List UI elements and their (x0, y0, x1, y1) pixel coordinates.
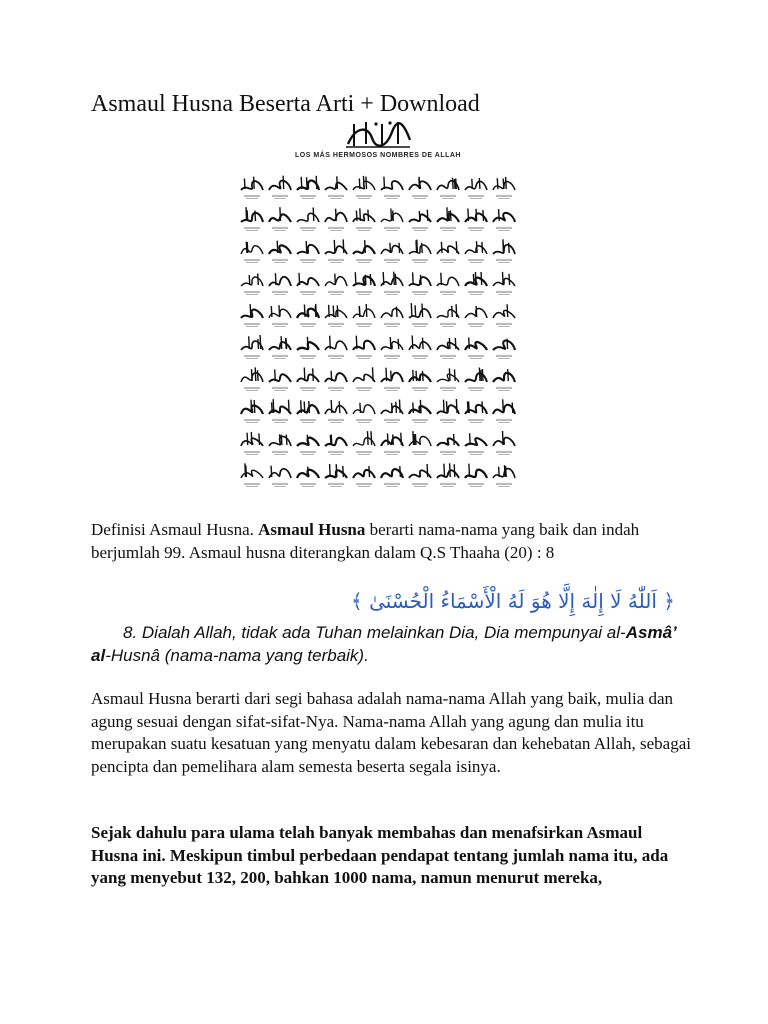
calligraphy-cell (437, 399, 459, 423)
calligraphy-cell (325, 435, 347, 455)
calligraphy-cell (409, 370, 431, 391)
page-title: Asmaul Husna Beserta Arti + Download (91, 91, 480, 117)
calligraphy-cell (269, 273, 291, 294)
calligraphy-cell (465, 433, 487, 454)
calligraphy-cell (325, 371, 347, 391)
calligraphy-cell (241, 274, 263, 295)
calligraphy-cell (493, 177, 515, 199)
calligraphy-cell (493, 239, 515, 262)
verse-translation-part-a: 8. Dialah Allah, tidak ada Tuhan melainkan Dia, Dia mempunyai al- (123, 623, 626, 642)
calligraphy-cell (437, 207, 459, 230)
definition-lead: Definisi Asmaul Husna. (91, 520, 259, 539)
calligraphy-cell (409, 272, 431, 294)
calligraphy-cell (269, 305, 291, 326)
calligraphy-cell (381, 368, 403, 391)
poster-caption: LOS MÁS HERMOSOS NOMBRES DE ALLAH (295, 152, 461, 159)
calligraphy-cell (493, 369, 515, 390)
calligraphy-cell (241, 463, 263, 486)
calligraphy-cell (269, 336, 291, 358)
calligraphy-cell (297, 241, 319, 263)
calligraphy-cell (437, 463, 459, 486)
calligraphy-cell (493, 304, 515, 326)
meaning-paragraph: Asmaul Husna berarti dari segi bahasa adalah nama-nama Allah yang baik, mulia dan agung sesuai dengan sifat-sifat-Nya. Nama-nama Allah yang agung dan mulia itu merupakan suatu kesatuan yang menyatu dalam kebesaran dan kehebatan Allah, sebagai pencipta dan pemelihara alam semesta beserta segala isinya. (91, 689, 691, 776)
calligraphy-cell (465, 368, 487, 391)
calligraphy-cell (353, 272, 375, 294)
calligraphy-cell (493, 431, 515, 455)
calligraphy-cell (493, 209, 515, 230)
calligraphy-cell (297, 467, 319, 487)
calligraphy-cell (465, 178, 487, 199)
calligraphy-cell (241, 304, 263, 326)
calligraphy-cell (325, 400, 347, 423)
calligraphy-cell (465, 338, 487, 359)
calligraphy-cell (269, 434, 291, 454)
calligraphy-cell (465, 401, 487, 422)
calligraphy-cell (353, 208, 375, 230)
calligraphy-cell (353, 431, 375, 454)
calligraphy-cell (381, 272, 403, 295)
calligraphy-cell (381, 307, 403, 327)
calligraphy-cell (493, 465, 515, 486)
calligraphy-cell (297, 176, 319, 199)
calligraphy-cell (325, 176, 347, 198)
calligraphy-cell (381, 433, 403, 455)
verse-translation-bold: Asmâ’ al (91, 623, 677, 665)
calligraphy-cell (297, 304, 319, 327)
calligraphy-cell (353, 336, 375, 359)
quran-verse-arabic: ﴿ اَللّٰهُ لَا إِلٰهَ إِلَّا هُوَ لَهُ الْأَسْمَاءُ الْحُسْنَىٰ ﴾ (351, 589, 675, 613)
calligraphy-cell (437, 241, 459, 262)
calligraphy-cell (381, 243, 403, 263)
calligraphy-cell (297, 400, 319, 422)
calligraphy-cell (325, 336, 347, 359)
definition-rest: berarti nama-nama yang baik dan indah berjumlah 99. Asmaul husna diterangkan dalam Q.S Thaaha (20) : 8 (91, 520, 640, 562)
calligraphy-cell (241, 367, 263, 390)
definition-term: Asmaul Husna (258, 520, 366, 539)
calligraphy-cell (241, 335, 263, 359)
calligraphy-cell (269, 176, 291, 199)
calligraphy-cell (465, 306, 487, 327)
calligraphy-cell (437, 434, 459, 455)
scholars-paragraph: Sejak dahulu para ulama telah banyak membahas dan menafsirkan Asmaul Husna ini. Meskipun timbul perbedaan pendapat tentang jumlah nama itu, ada yang menyebut 132, 200, bahkan 1000 nama, namun menurut mereka, (91, 823, 669, 887)
calligraphy-cell (353, 240, 375, 262)
calligraphy-cell (437, 304, 459, 326)
calligraphy-cell (409, 464, 431, 487)
calligraphy-cell (269, 399, 291, 422)
calligraphy-cell (241, 177, 263, 199)
calligraphy-cell (493, 399, 515, 422)
calligraphy-cell (297, 208, 319, 231)
calligraphy-cell (325, 239, 347, 262)
calligraphy-cell (409, 210, 431, 231)
calligraphy-cell (297, 368, 319, 391)
calligraphy-grid-image-icon (238, 170, 518, 490)
calligraphy-cell (465, 272, 487, 295)
calligraphy-cell (269, 207, 291, 230)
asmaul-husna-poster (232, 118, 524, 498)
calligraphy-cell (409, 177, 431, 199)
calligraphy-cell (409, 336, 431, 359)
calligraphy-cell (297, 435, 319, 455)
calligraphy-cell (325, 209, 347, 231)
calligraphy-cell (269, 370, 291, 391)
calligraphy-cell (297, 273, 319, 295)
calligraphy-cell (241, 432, 263, 455)
calligraphy-cell (241, 242, 263, 263)
calligraphy-cell (353, 367, 375, 390)
calligraphy-cell (465, 464, 487, 487)
verse-translation (91, 621, 691, 667)
calligraphy-cell (297, 337, 319, 359)
calligraphy-cell (465, 241, 487, 262)
calligraphy-cell (437, 178, 459, 199)
verse-translation-part-c: -Husnâ (nama-nama yang terbaik). (105, 646, 369, 665)
calligraphy-cell (493, 339, 515, 359)
calligraphy-cell (409, 240, 431, 263)
calligraphy-cell (437, 368, 459, 390)
calligraphy-cell (241, 400, 263, 423)
calligraphy-cell (241, 207, 263, 230)
calligraphy-cell (465, 209, 487, 231)
definition-paragraph (91, 519, 691, 564)
calligraphy-cell (353, 466, 375, 486)
calligraphy-cell (325, 464, 347, 487)
calligraphy-cell (269, 241, 291, 263)
calligraphy-cell (381, 466, 403, 486)
calligraphy-cell (493, 272, 515, 295)
arabic-calligraphy-logo-icon (342, 118, 414, 150)
calligraphy-cell (437, 338, 459, 359)
calligraphy-cell (409, 431, 431, 454)
calligraphy-cell (325, 274, 347, 295)
calligraphy-cell (381, 209, 403, 231)
calligraphy-cell (381, 337, 403, 359)
calligraphy-cell (381, 400, 403, 423)
calligraphy-cell (353, 304, 375, 327)
calligraphy-cell (437, 273, 459, 295)
calligraphy-cell (353, 176, 375, 199)
calligraphy-cell (409, 303, 431, 326)
calligraphy-cell (325, 305, 347, 327)
calligraphy-cell (381, 177, 403, 199)
calligraphy-cell (269, 466, 291, 487)
calligraphy-cell (353, 403, 375, 423)
calligraphy-cell (409, 400, 431, 423)
